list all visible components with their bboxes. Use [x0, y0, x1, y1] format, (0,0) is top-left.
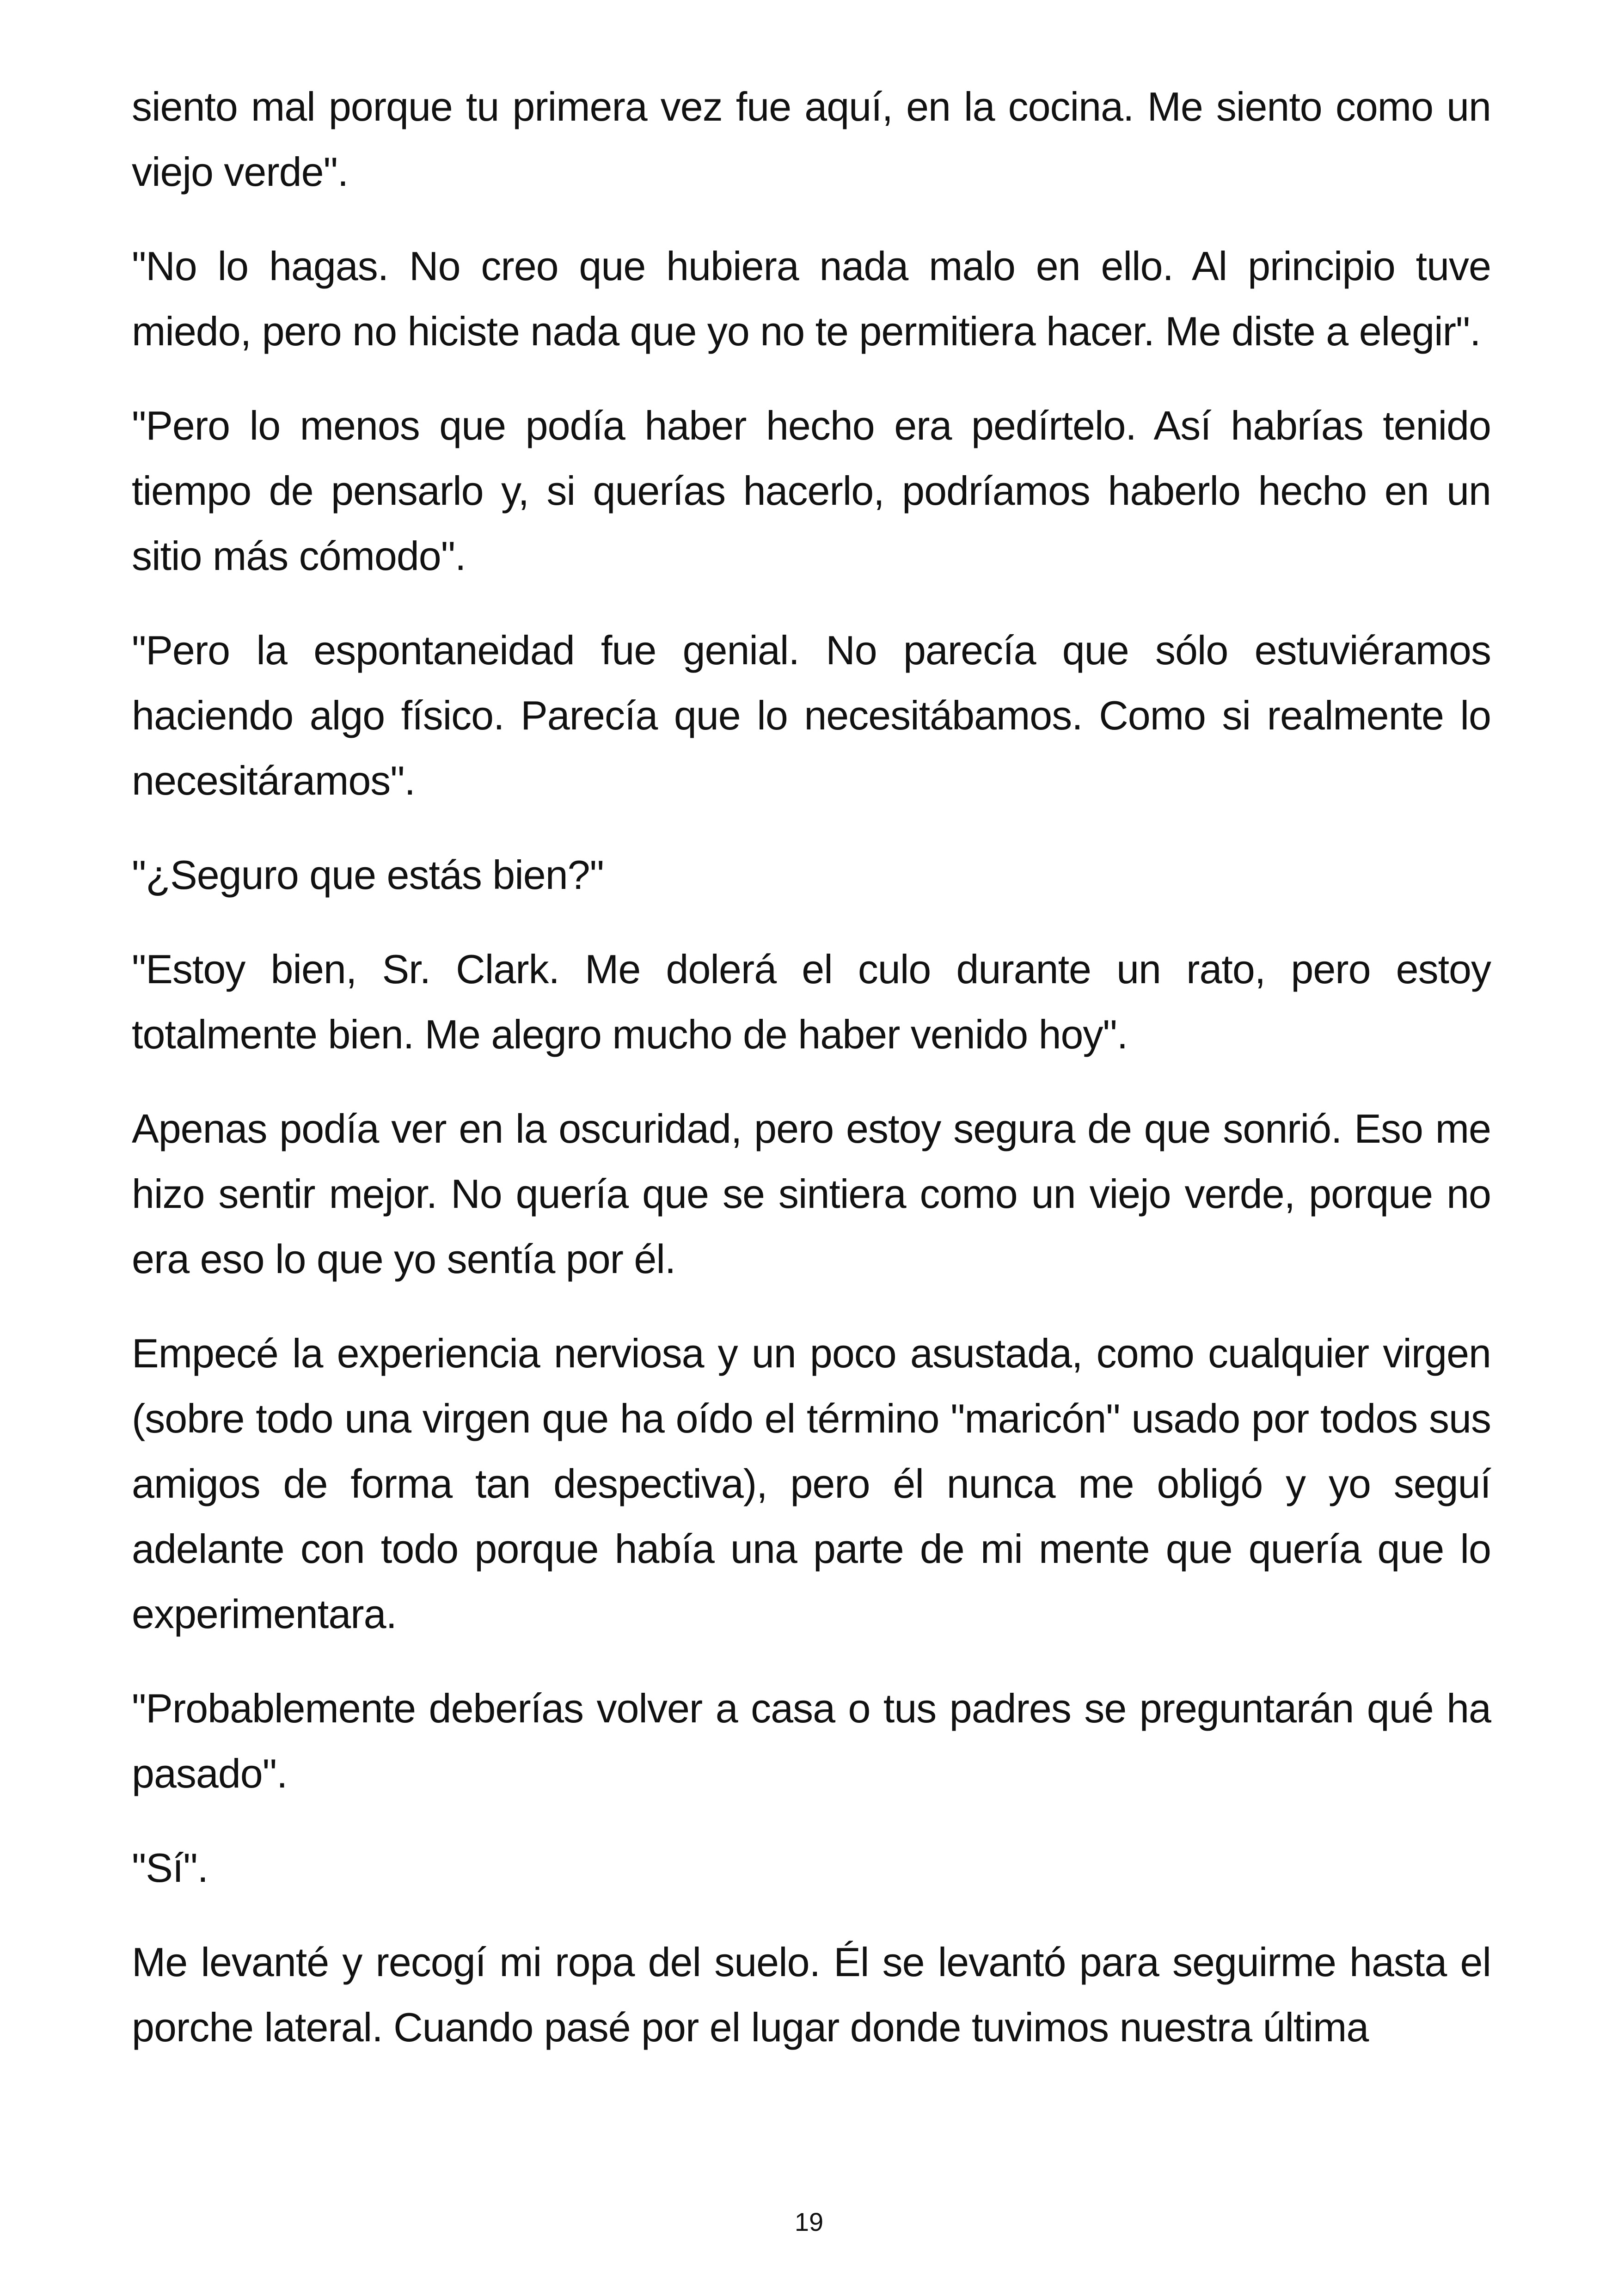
paragraph: "Estoy bien, Sr. Clark. Me dolerá el culo durante un rato, pero estoy totalmente bien. Me alegro mucho de haber venido hoy".: [132, 946, 1491, 1057]
paragraph: "No lo hagas. No creo que hubiera nada malo en ello. Al principio tuve miedo, pero no hiciste nada que yo no te permitiera hacer. Me diste a elegir".: [132, 243, 1491, 354]
body-text: [132, 74, 1491, 2089]
paragraph: Apenas podía ver en la oscuridad, pero estoy segura de que sonrió. Eso me hizo sentir mejor. No quería que se sintiera como un viejo verde, porque no era eso lo que yo sentía por él.: [132, 1106, 1491, 1282]
paragraph: "Probablemente deberías volver a casa o tus padres se preguntarán qué ha pasado".: [132, 1685, 1491, 1796]
paragraph: "Pero lo menos que podía haber hecho era pedírtelo. Así habrías tenido tiempo de pensarlo y, si querías hacerlo, podríamos haberlo hecho en un sitio más cómodo".: [132, 403, 1491, 579]
paragraph: "Sí".: [132, 1845, 208, 1891]
paragraph: siento mal porque tu primera vez fue aquí, en la cocina. Me siento como un viejo verde".: [132, 84, 1491, 195]
paragraph: "¿Seguro que estás bien?": [132, 852, 604, 898]
paragraph: Me levanté y recogí mi ropa del suelo. Él se levantó para seguirme hasta el porche lateral. Cuando pasé por el lugar donde tuvimos nuestra última: [132, 1939, 1491, 2050]
paragraph: "Pero la espontaneidad fue genial. No parecía que sólo estuviéramos haciendo algo físico. Parecía que lo necesitábamos. Como si realmente lo necesitáramos".: [132, 627, 1491, 803]
paragraph: Empecé la experiencia nerviosa y un poco asustada, como cualquier virgen (sobre todo una virgen que ha oído el término "maricón" usado por todos sus amigos de forma tan despectiva), pero él nunca me obligó y yo seguí adelante con todo porque había una parte de mi mente que quería que lo experimentara.: [132, 1330, 1491, 1637]
page-number: 19: [794, 2207, 824, 2236]
